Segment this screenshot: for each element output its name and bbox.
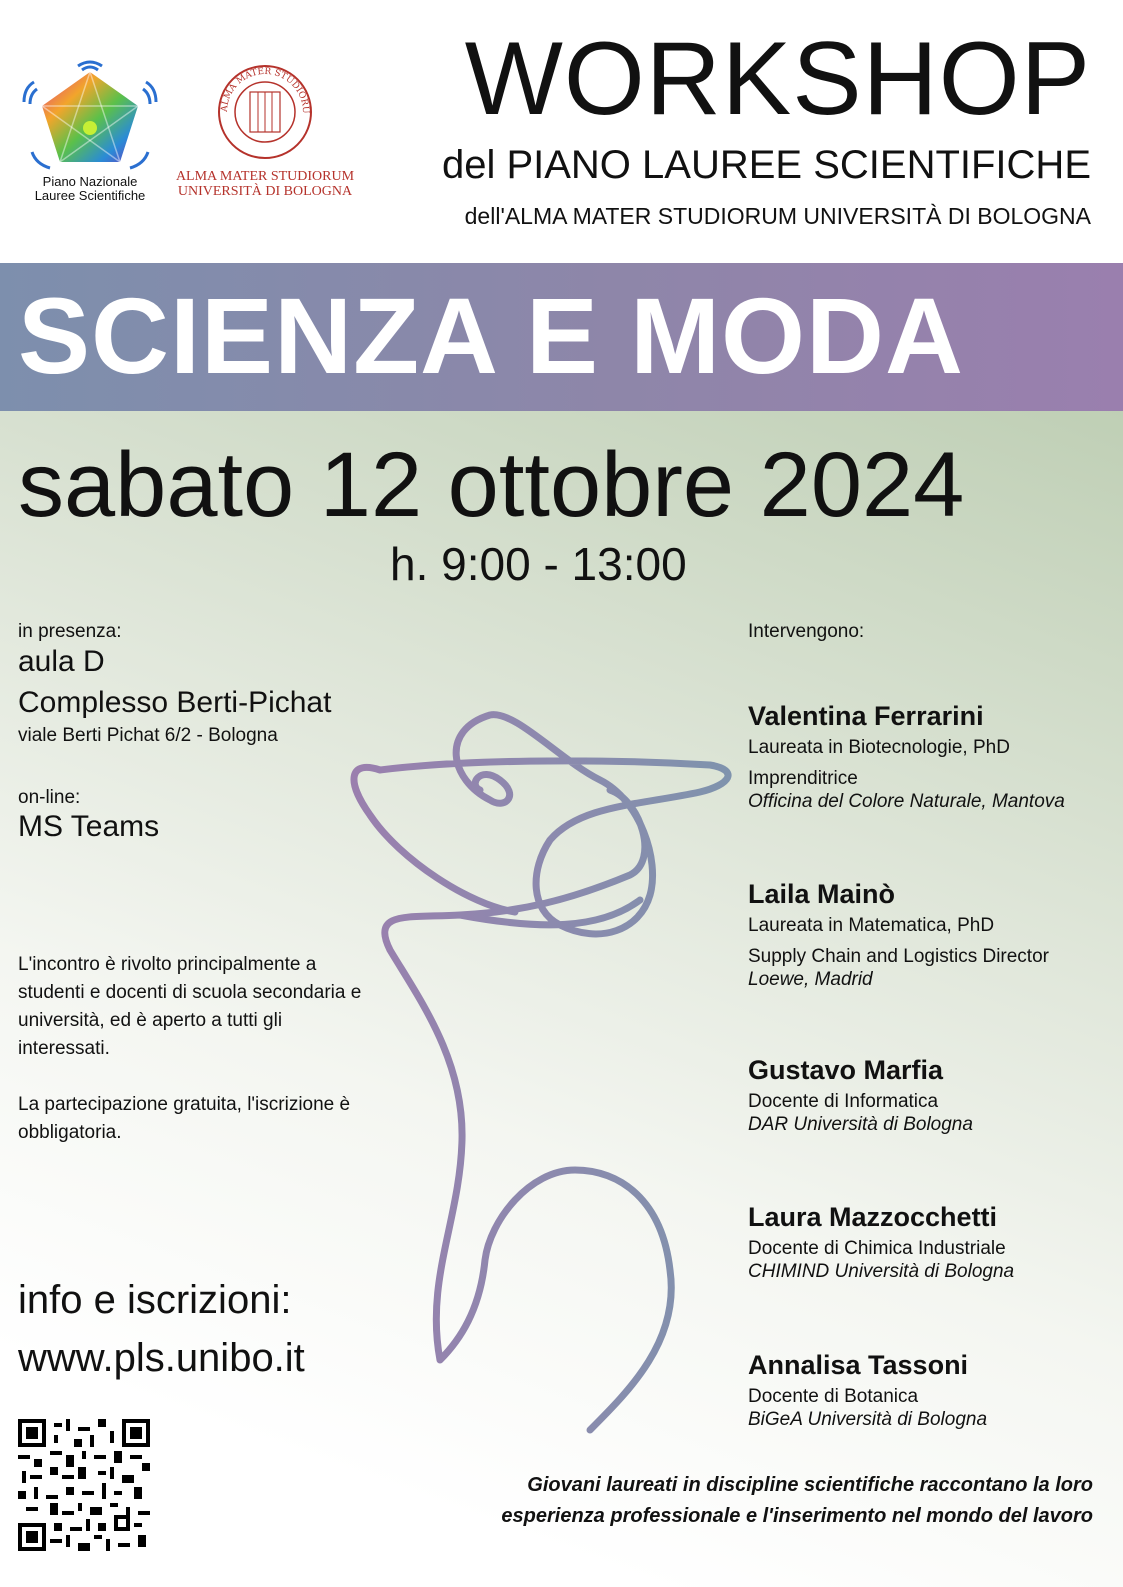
online-label: on-line: xyxy=(18,787,81,808)
svg-text:ALMA MATER STUDIORUM A.D. 1088 xyxy=(170,64,310,114)
speaker-card xyxy=(748,700,1065,813)
speaker-affiliation: BiGeA Università di Bologna xyxy=(748,1409,988,1430)
speaker-role: Docente di Informatica xyxy=(748,1091,939,1112)
speaker-name: Gustavo Marfia xyxy=(748,1055,944,1085)
speaker-degree: Laureata in Matematica, PhD xyxy=(748,915,995,936)
speakers-label: Intervengono: xyxy=(748,621,865,642)
workshop-subtitle: del PIANO LAUREE SCIENTIFICHE xyxy=(441,143,1091,187)
speaker-role: Docente di Chimica Industriale xyxy=(748,1238,1006,1259)
footer-tagline xyxy=(373,1470,1093,1532)
pls-logo-icon xyxy=(20,58,160,170)
speaker-card xyxy=(748,1054,973,1136)
registration-paragraph: La partecipazione gratuita, l'iscrizione è obbligatoria. xyxy=(18,1094,351,1143)
venue-room: aula D xyxy=(18,645,105,678)
info-label: info e iscrizioni: xyxy=(18,1278,292,1322)
venue-address: viale Berti Pichat 6/2 - Bologna xyxy=(18,725,278,746)
speaker-affiliation: Loewe, Madrid xyxy=(748,969,873,990)
event-title: SCIENZA E MODA xyxy=(18,275,965,396)
description xyxy=(18,951,378,1147)
pls-logo-line2: Lauree Scientifiche xyxy=(34,188,146,203)
speaker-card xyxy=(748,1201,1014,1283)
event-time: h. 9:00 - 13:00 xyxy=(390,538,687,590)
speaker-affiliation: CHIMIND Università di Bologna xyxy=(748,1261,1015,1282)
pls-logo-line1: Piano Nazionale xyxy=(42,174,138,189)
speaker-affiliation: DAR Università di Bologna xyxy=(748,1114,973,1135)
unibo-seal-icon xyxy=(170,64,360,164)
unibo-seal-text: ALMA MATER STUDIORU xyxy=(219,66,311,114)
speaker-role: Imprenditrice xyxy=(748,768,858,789)
description-paragraph: L'incontro è rivolto principalmente a studenti e docenti di scuola secondaria e università, ed è aperto a tutti gli interessati. xyxy=(18,954,362,1059)
speaker-name: Valentina Ferrarini xyxy=(748,701,984,731)
qr-code[interactable] xyxy=(18,1419,150,1556)
qr-code-icon xyxy=(18,1419,150,1551)
unibo-logo-line1: ALMA MATER STUDIORUM xyxy=(175,169,355,184)
speaker-role: Docente di Botanica xyxy=(748,1386,919,1407)
workshop-title: WORKSHOP xyxy=(464,21,1091,137)
info-url[interactable]: www.pls.unibo.it xyxy=(18,1336,305,1380)
speaker-affiliation: Officina del Colore Naturale, Mantova xyxy=(748,791,1065,812)
speaker-name: Laila Mainò xyxy=(748,879,896,909)
footer-line-2: esperienza professionale e l'inserimento nel mondo del lavoro xyxy=(501,1505,1093,1527)
speaker-name: Annalisa Tassoni xyxy=(748,1350,969,1380)
speaker-card xyxy=(748,878,1049,991)
speaker-name: Laura Mazzocchetti xyxy=(748,1202,998,1232)
presence-label: in presenza: xyxy=(18,621,122,642)
unibo-logo xyxy=(170,64,360,199)
footer-line-1: Giovani laureati in discipline scientifiche raccontano la loro xyxy=(527,1474,1093,1496)
speaker-degree: Laureata in Biotecnologie, PhD xyxy=(748,737,1010,758)
speaker-role: Supply Chain and Logistics Director xyxy=(748,946,1049,967)
event-date: sabato 12 ottobre 2024 xyxy=(18,434,965,536)
fashion-figure-illustration xyxy=(340,700,760,1445)
unibo-logo-line2: UNIVERSITÀ DI BOLOGNA xyxy=(177,184,353,199)
university-subtitle: dell'ALMA MATER STUDIORUM UNIVERSITÀ DI BOLOGNA xyxy=(464,203,1091,229)
speaker-card xyxy=(748,1349,987,1431)
online-platform: MS Teams xyxy=(18,810,160,843)
pls-logo xyxy=(20,58,160,203)
venue-building: Complesso Berti-Pichat xyxy=(18,686,332,719)
